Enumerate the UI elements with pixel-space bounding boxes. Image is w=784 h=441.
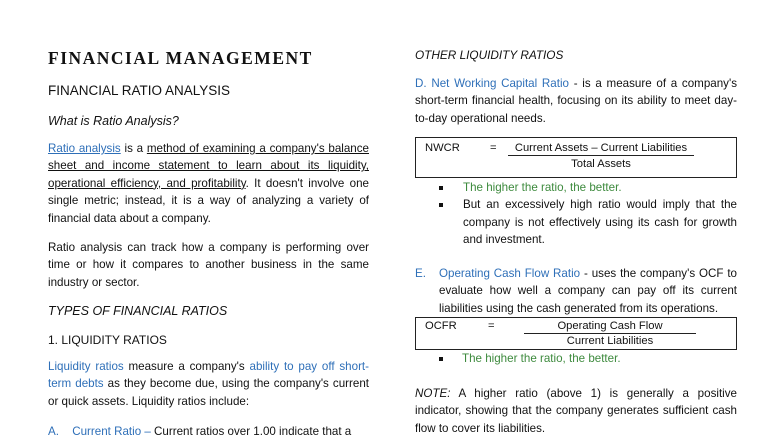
document-title: FINANCIAL MANAGEMENT bbox=[48, 48, 313, 68]
nwcr-bullet-1 bbox=[463, 179, 737, 196]
current-ratio-dash: – bbox=[141, 425, 155, 438]
current-ratio-text: Current ratios over 1.00 indicate that a bbox=[154, 425, 352, 438]
nwcr-bullet-list bbox=[463, 179, 737, 249]
ratio-analysis-term: Ratio analysis bbox=[48, 142, 121, 155]
nwcr-bullet-2-text: But an excessively high ratio would imply that the company is not effectively using its cash for growth and investment. bbox=[463, 198, 737, 247]
ocfr-formula-box bbox=[415, 317, 737, 350]
current-ratio-item bbox=[48, 423, 378, 440]
bullet-marker bbox=[439, 186, 443, 190]
ocfr-denominator: Current Liabilities bbox=[566, 335, 654, 347]
nwcr-paragraph bbox=[415, 75, 737, 127]
intro-is-a: is a bbox=[120, 142, 147, 155]
note-text: A higher ratio (above 1) is generally a positive indicator, showing that the company generates sufficient cash flow to cover its liabilities. bbox=[415, 387, 737, 435]
ocfr-label: OCFR bbox=[425, 320, 457, 332]
nwcr-name: D. Net Working Capital Ratio bbox=[415, 77, 569, 90]
intro-definition: method of examining a company's balance sheet and income statement to learn about its liquidity, operational efficiency, and profitability bbox=[48, 142, 369, 190]
other-liquidity-heading: OTHER LIQUIDITY RATIOS bbox=[415, 48, 564, 62]
nwcr-equals: = bbox=[490, 142, 497, 154]
ocfr-paragraph bbox=[415, 265, 737, 317]
liquidity-highlight: ability to pay off short-term debts bbox=[48, 360, 370, 391]
ocfr-equals: = bbox=[488, 320, 495, 332]
current-ratio-name: Current Ratio bbox=[72, 425, 142, 438]
types-heading: TYPES OF FINANCIAL RATIOS bbox=[48, 304, 228, 318]
question-heading: What is Ratio Analysis? bbox=[48, 114, 179, 128]
liquidity-mid: measure a company's bbox=[123, 360, 250, 373]
nwcr-bullet-2 bbox=[463, 196, 737, 248]
liquidity-heading: 1. LIQUIDITY RATIOS bbox=[48, 333, 167, 347]
note-label: NOTE: bbox=[415, 387, 451, 400]
ratio-analysis-paragraph: Ratio analysis can track how a company is performing over time or how it compares to another business in the same industry or sector. bbox=[48, 241, 369, 289]
intro-rest: . It doesn't involve one single metric; instead, it is a way of analyzing a variety of financial data about a company. bbox=[48, 176, 369, 225]
intro-paragraph bbox=[48, 140, 369, 227]
nwcr-label: NWCR bbox=[425, 142, 460, 154]
ocfr-description: - uses the company's OCF to evaluate how well a company can pay off its current liabilities using the cash generated from its operations. bbox=[439, 267, 737, 315]
bullet-marker bbox=[439, 203, 443, 207]
nwcr-bullet-1-text: The higher the ratio, the better. bbox=[463, 181, 622, 194]
ocfr-item bbox=[415, 265, 737, 317]
item-e-letter: E. bbox=[415, 267, 426, 280]
ocfr-bullet-list bbox=[462, 350, 737, 367]
nwcr-denominator: Total Assets bbox=[571, 158, 631, 170]
item-a-letter: A. bbox=[48, 425, 59, 438]
note-paragraph bbox=[415, 385, 737, 437]
liquidity-rest: as they become due, using the company's current or quick assets. Liquidity ratios include: bbox=[48, 377, 369, 408]
liquidity-intro-paragraph bbox=[48, 358, 369, 410]
liquidity-ratios-term: Liquidity ratios bbox=[48, 360, 124, 373]
bullet-marker bbox=[439, 357, 443, 361]
ocfr-bullet-1-text: The higher the ratio, the better. bbox=[462, 352, 621, 365]
ocfr-name: Operating Cash Flow Ratio bbox=[439, 267, 581, 280]
section-title: FINANCIAL RATIO ANALYSIS bbox=[48, 83, 231, 98]
ocfr-numerator: Operating Cash Flow bbox=[524, 319, 696, 334]
nwcr-description: - is a measure of a company's short-term financial health, focusing on its ability to meet day-to-day operational needs. bbox=[415, 77, 737, 125]
nwcr-formula-box bbox=[415, 137, 737, 178]
ocfr-bullet-1 bbox=[462, 350, 737, 367]
nwcr-numerator: Current Assets – Current Liabilities bbox=[508, 141, 694, 156]
